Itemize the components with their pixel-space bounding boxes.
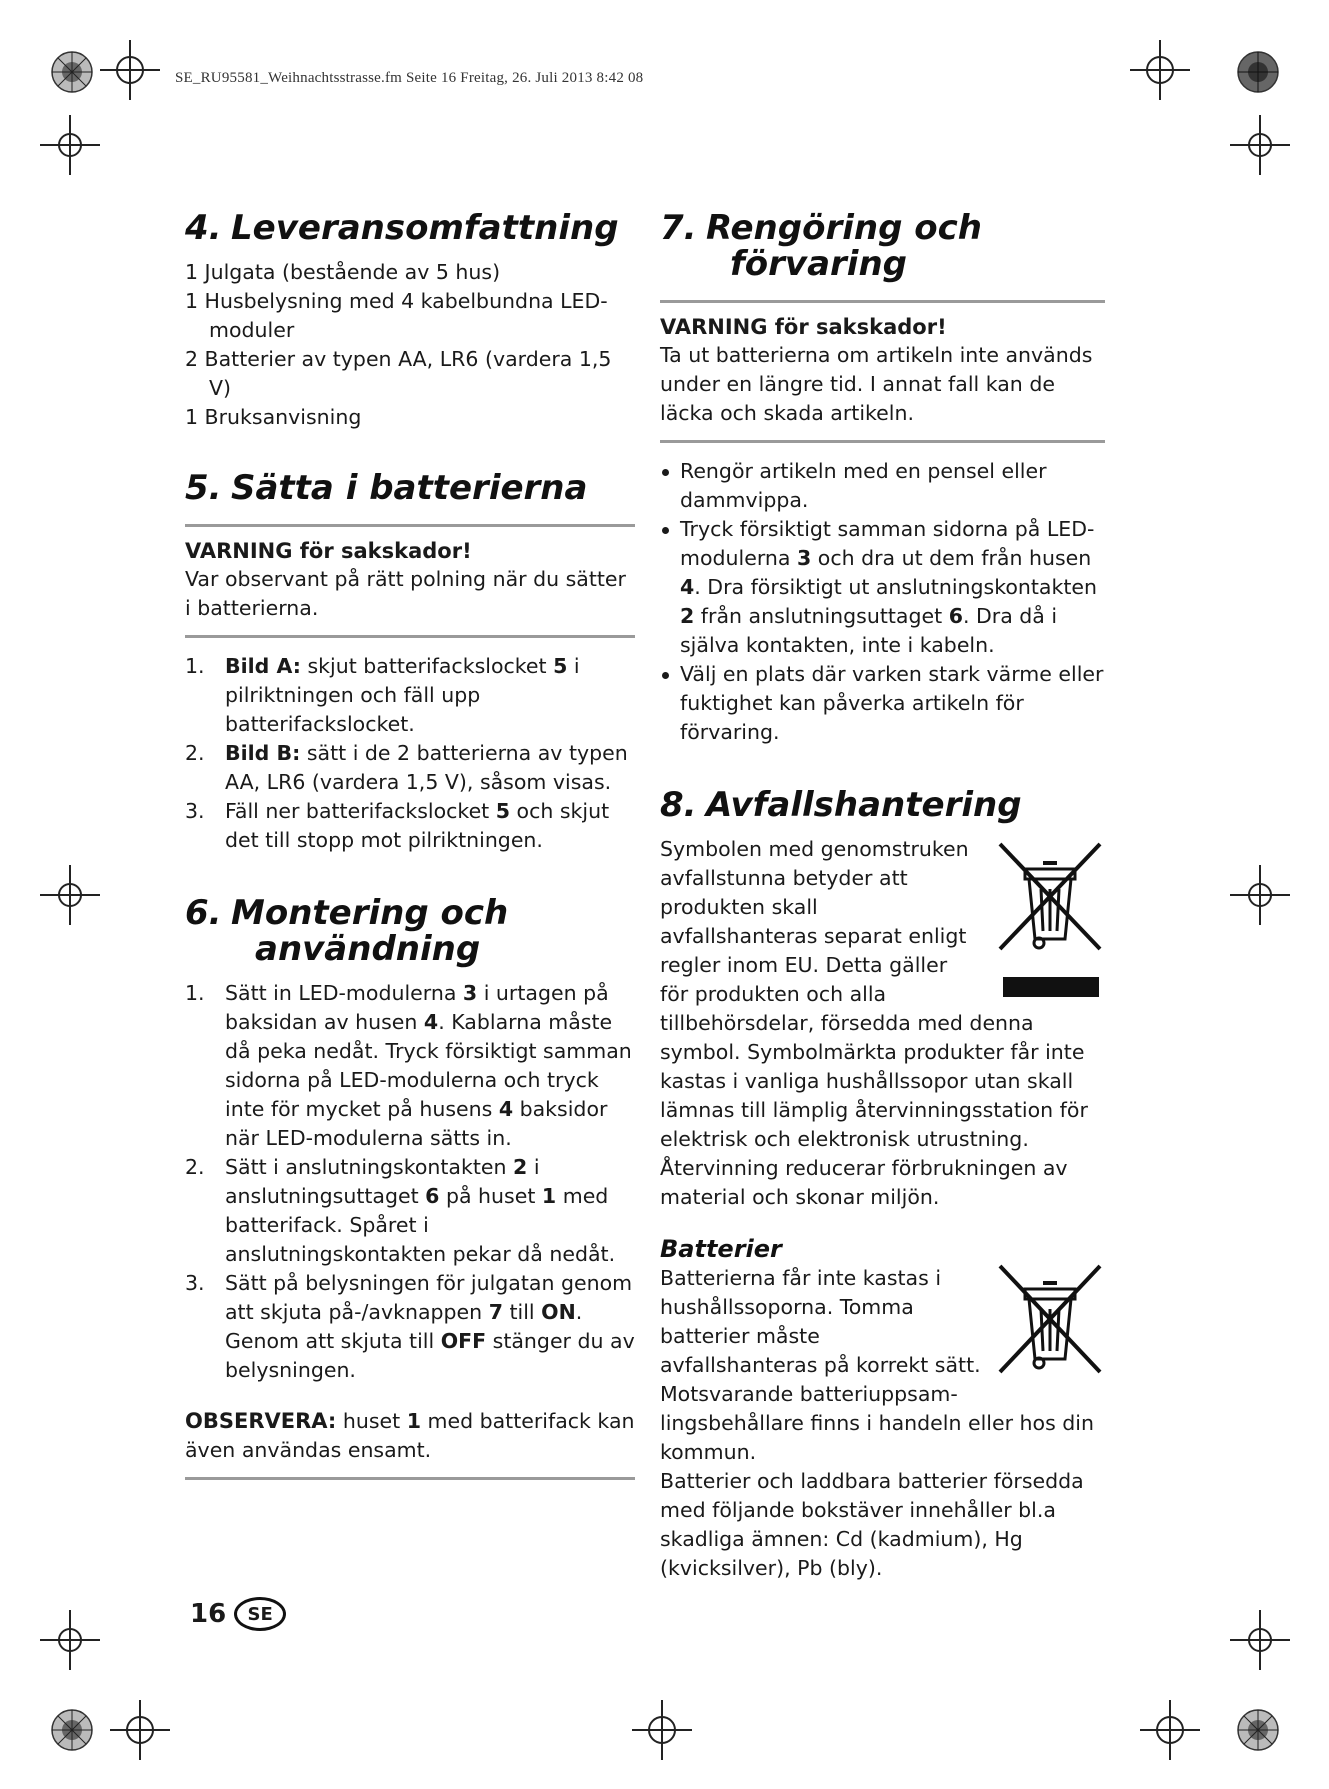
language-badge: SE — [234, 1597, 286, 1631]
list-item: Välj en plats där varken stark värme eller fuktighet kan påverka artikeln för förvaring. — [660, 660, 1105, 747]
warning-box — [660, 303, 1105, 440]
registration-mark-lower-right-icon — [1230, 1610, 1290, 1670]
battery-subheading: Batterier — [660, 1235, 782, 1263]
list-item: 2. Bild B: sätt i de 2 batterierna av typen AA, LR6 (vardera 1,5 V), såsom visas. — [185, 741, 628, 794]
delivery-contents-list — [185, 258, 635, 432]
list-item: 1 Julgata (bestående av 5 hus) — [185, 260, 501, 284]
warning-box — [185, 527, 635, 635]
color-target-bottom-left-icon — [50, 1708, 94, 1752]
page-footer — [190, 1597, 286, 1631]
crossed-bin-icon — [995, 1264, 1105, 1379]
list-item: 2. Sätt i anslutningskontakten 2 i anslutningsuttaget 6 på huset 1 med batterifack. Spåret i anslutningskontakten pekar då nedåt. — [185, 1155, 616, 1266]
list-item: 3. Fäll ner batterifackslocket 5 och skjut det till stopp mot pilriktningen. — [185, 799, 610, 852]
battery-text-1: Batterierna får inte kastas i hushållssoporna. Tomma batterier måste avfallshanteras på korrekt sätt. Motsvarande batteriuppsam-lingsbehållare finns i handeln eller hos din kommun. — [660, 1266, 1094, 1464]
registration-mark-bottom-right-icon — [1140, 1700, 1200, 1760]
cleaning-list — [660, 457, 1105, 747]
list-item: 1. Bild A: skjut batterifackslocket 5 i pilriktningen och fäll upp batterifackslocket. — [185, 654, 580, 736]
warning-text: Var observant på rätt polning när du sätter i batterierna. — [185, 567, 626, 620]
warning-title: VARNING för sakskador! — [660, 315, 947, 339]
color-target-bottom-right-icon — [1236, 1708, 1280, 1752]
weee-symbol — [995, 839, 1105, 999]
section-8-heading: 8. Avfallshantering — [660, 785, 1022, 825]
list-item: 1. Sätt in LED-modulerna 3 i urtagen på baksidan av husen 4. Kablarna måste då peka nedåt. Tryck försiktigt samman sidorna på LED-modulerna och tryck inte för mycket på husens 4 baksidor när LED-modulerna sätts in. — [185, 981, 632, 1150]
warning-text: Ta ut batterierna om artikeln inte används under en längre tid. I annat fall kan de läcka och skada artikeln. — [660, 343, 1093, 425]
section-4 — [185, 210, 635, 432]
registration-mark-top-left-icon — [100, 40, 160, 100]
registration-mark-upper-right-icon — [1230, 115, 1290, 175]
left-column — [185, 210, 635, 1480]
list-item: 1 Bruksanvisning — [185, 405, 362, 429]
list-item: 2 Batterier av typen AA, LR6 (vardera 1,5 V) — [185, 347, 612, 400]
registration-mark-upper-left-icon — [40, 115, 100, 175]
disposal-text: Symbolen med genomstruken avfallstunna betyder att produkten skall avfallshanteras separat enligt regler inom EU. Detta gäller för produkten och alla tillbehörsdelar, försedda med denna symbol. Symbolmärkta produkter får inte kastas i vanliga hushållssopor utan skall lämnas till lämplig återvinningsstation för elektrisk och elektronisk utrustning. Återvinning reducerar förbrukningen av material och skonar miljön. — [660, 837, 1088, 1209]
section-6-heading: 6. Montering och användning — [185, 893, 509, 969]
list-item: Tryck försiktigt samman sidorna på LED-modulerna 3 och dra ut dem från husen 4. Dra försiktigt ut anslutningskontakten 2 från anslutningsuttaget 6. Dra då i själva kontakten, inte i kabeln. — [660, 515, 1105, 660]
registration-mark-top-right-icon — [1130, 40, 1190, 100]
battery-text-2: Batterier och laddbara batterier försedda med följande bokstäver innehåller bl.a skadliga ämnen: Cd (kadmium), Hg (kvicksilver), Pb (bly). — [660, 1469, 1084, 1580]
section-4-heading: 4. Leveransomfattning — [185, 208, 619, 248]
registration-mark-bottom-center-icon — [632, 1700, 692, 1760]
observe-note: OBSERVERA: huset 1 med batterifack kan även användas ensamt. — [185, 1409, 635, 1462]
registration-mark-bottom-left-icon — [110, 1700, 170, 1760]
section-6 — [185, 895, 635, 1480]
page-number: 16 — [190, 1599, 227, 1629]
weee-bar — [1003, 977, 1099, 997]
battery-steps-list — [185, 652, 635, 855]
divider — [185, 1477, 635, 1480]
registration-mark-mid-right-icon — [1230, 865, 1290, 925]
section-7 — [660, 210, 1105, 747]
print-slug: SE_RU95581_Weihnachtsstrasse.fm Seite 16 Freitag, 26. Juli 2013 8:42 08 — [175, 70, 644, 86]
color-target-top-right-icon — [1236, 50, 1280, 94]
warning-title: VARNING för sakskador! — [185, 539, 472, 563]
section-8 — [660, 787, 1105, 1583]
color-target-top-left-icon — [50, 50, 94, 94]
battery-disposal-symbol — [995, 1264, 1105, 1379]
section-5 — [185, 470, 635, 855]
right-column — [660, 210, 1105, 1583]
list-item: 3. Sätt på belysningen för julgatan genom att skjuta på-/avknappen 7 till ON. Genom att skjuta till OFF stänger du av belysningen. — [185, 1271, 635, 1382]
divider — [185, 635, 635, 638]
list-item: Rengör artikeln med en pensel eller dammvippa. — [660, 457, 1105, 515]
divider — [660, 440, 1105, 443]
assembly-steps-list — [185, 979, 635, 1385]
crossed-bin-icon — [995, 839, 1105, 999]
section-5-heading: 5. Sätta i batterierna — [185, 468, 588, 508]
list-item: 1 Husbelysning med 4 kabelbundna LED-moduler — [185, 289, 608, 342]
registration-mark-lower-left-icon — [40, 1610, 100, 1670]
section-7-heading: 7. Rengöring och förvaring — [660, 208, 982, 284]
registration-mark-mid-left-icon — [40, 865, 100, 925]
